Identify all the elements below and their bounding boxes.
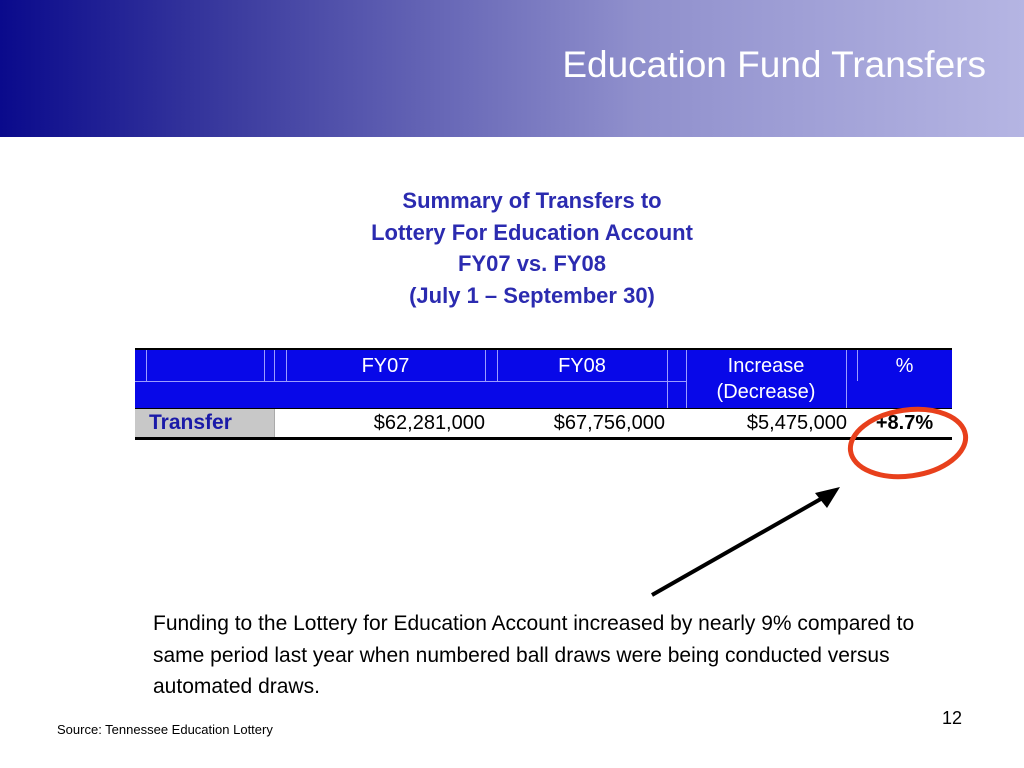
cell-fy08: $67,756,000 bbox=[553, 412, 665, 434]
summary-line: Lottery For Education Account bbox=[371, 219, 693, 245]
summary-line: (July 1 – September 30) bbox=[409, 282, 655, 308]
header-gridline bbox=[485, 350, 486, 381]
note-text: Funding to the Lottery for Education Account increased by nearly 9% compared to same period last year when numbered ball draws were being conducted versus automated draws. bbox=[153, 612, 915, 698]
row-label-cell bbox=[135, 409, 275, 437]
header-gridline bbox=[146, 350, 147, 381]
transfers-table bbox=[135, 348, 952, 442]
header-percent: % bbox=[895, 355, 914, 377]
slide-title: Education Fund Transfers bbox=[562, 44, 986, 85]
cell-percent: +8.7% bbox=[875, 412, 934, 434]
cell-fy07: $62,281,000 bbox=[373, 412, 485, 434]
source-text: Source: Tennessee Education Lottery bbox=[57, 722, 273, 737]
page-number: 12 bbox=[942, 708, 963, 728]
header-decrease: (Decrease) bbox=[716, 381, 816, 403]
header-gridline bbox=[264, 350, 265, 381]
title-bar bbox=[0, 0, 1024, 137]
summary-line: Summary of Transfers to bbox=[402, 188, 662, 213]
header-fy07: FY07 bbox=[361, 355, 410, 377]
arrow-line bbox=[652, 496, 826, 595]
summary-heading bbox=[262, 185, 802, 311]
table-header bbox=[135, 348, 952, 408]
header-gridline bbox=[667, 350, 668, 410]
table-row bbox=[135, 408, 952, 440]
cell-increase: $5,475,000 bbox=[746, 412, 847, 434]
arrow-head bbox=[815, 487, 840, 508]
header-gridline bbox=[274, 350, 275, 381]
header-gridline bbox=[135, 381, 686, 382]
row-label: Transfer bbox=[149, 411, 232, 434]
header-increase: Increase bbox=[727, 355, 805, 377]
summary-line: FY07 vs. FY08 bbox=[458, 251, 606, 276]
header-fy08: FY08 bbox=[558, 355, 606, 377]
header-gridline bbox=[846, 350, 847, 410]
